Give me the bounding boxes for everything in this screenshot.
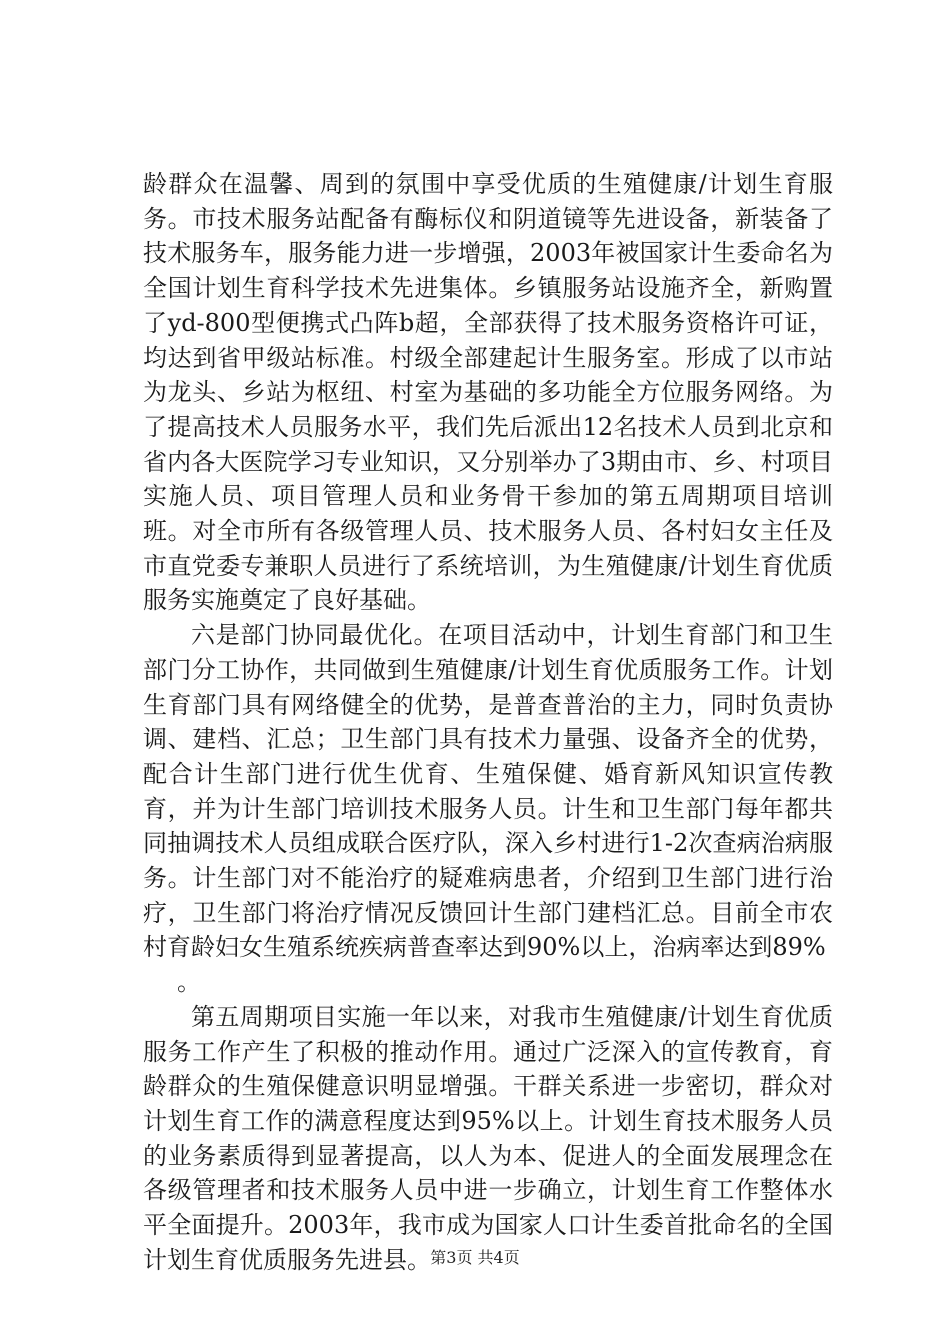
paragraph-continuation: 龄群众在温馨、周到的氛围中享受优质的生殖健康/计划生育服务。市技术服务站配备有酶标仪和阴道镜等先进设备，新装备了技术服务车，服务能力进一步增强，2003年被国家计生委命名为全国计划生育科学技术先进集体。乡镇服务站设施齐全，新购置了yd-800型便携式凸阵b超，全部获得了技术服务资格许可证，均达到省甲级站标准。村级全部建起计生服务室。形成了以市站为龙头、乡站为枢纽、村室为基础的多功能全方位服务网络。为了提高技术人员服务水平，我们先后派出12名技术人员到北京和省内各大医院学习专业知识，又分别举办了3期由市、乡、村项目实施人员、项目管理人员和业务骨干参加的第五周期项目培训班。对全市所有各级管理人员、技术服务人员、各村妇女主任及市直党委专兼职人员进行了系统培训，为生殖健康/计划生育优质服务实施奠定了良好基础。 [143,170,833,615]
stray-period: 。 [177,968,201,997]
paragraph-project-results: 第五周期项目实施一年以来，对我市生殖健康/计划生育优质服务工作产生了积极的推动作用。通过广泛深入的宣传教育，育龄群众的生殖保健意识明显增强。干群关系进一步密切，群众对计划生育工作的满意程度达到95%以上。计划生育技术服务人员的业务素质得到显著提高，以人为本、促进人的全面发展理念在各级管理者和技术服务人员中进一步确立，计划生育工作整体水平全面提升。2003年，我市成为国家人口计生委首批命名的全国计划生育优质服务先进县。 [143,1002,833,1274]
document-body [143,167,833,1278]
page-number-footer: 第3页 共4页 [430,1248,520,1267]
paragraph-department-cooperation: 六是部门协同最优化。在项目活动中，计划生育部门和卫生部门分工协作，共同做到生殖健康/计划生育优质服务工作。计划生育部门具有网络健全的优势，是普查普治的主力，同时负责协调、建档、汇总；卫生部门具有技术力量强、设备齐全的优势，配合计生部门进行优生优育、生殖保健、婚育新风知识宣传教育，并为计生部门培训技术服务人员。计生和卫生部门每年都共同抽调技术人员组成联合医疗队，深入乡村进行1-2次查病治病服务。计生部门对不能治疗的疑难病患者，介绍到卫生部门进行治疗，卫生部门将治疗情况反馈回计生部门建档汇总。目前全市农村育龄妇女生殖系统疾病普查率达到90%以上，治病率达到89% [143,621,833,962]
